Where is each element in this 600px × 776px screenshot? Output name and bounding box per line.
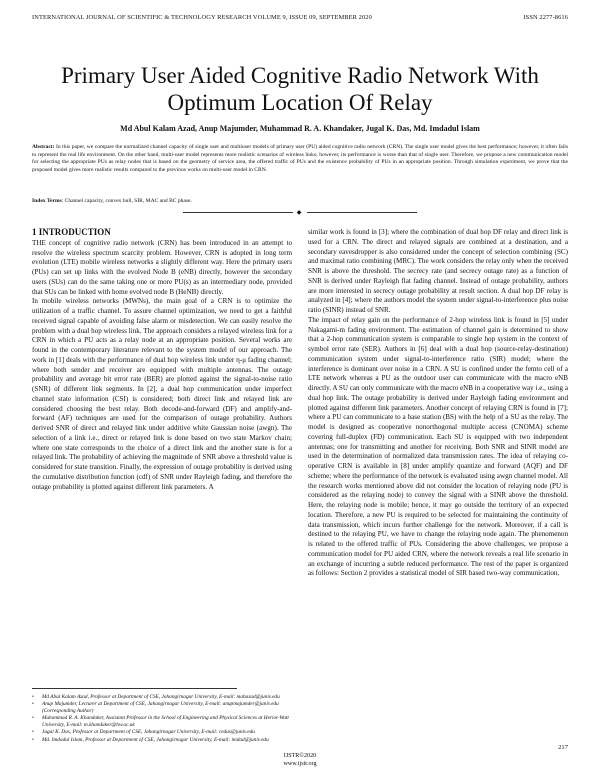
- index-terms-text: : Channel capacity, convex hull, SIR, MAC and BC phase.: [61, 198, 192, 204]
- paragraph: In mobile wireless networks (MWNs), the main goal of a CRN is to optimize the utilization of a traffic channel. To assure channel optimization, we need to get a faithful received signal capable of avoiding false alarm or misdetection. We can easily resolve the problem with a dual hop wireless link. The approach considers a relayed wireless link for a CRN in which a PU acts as a relay node at an appropriate position. Several works are found in the contemporary literature relevant to the system model of our approach. The work in [1] deals with the performance of dual hop wireless link under η-μ fading channel; where both sender and receiver are equipped with multiple antennas. The outage probability and average bit error rate (BER) are plotted against the signal-to-noise ratio (SNR) of different link segments. In [2], a dual hop communication under imperfect channel state information (CSI) is considered; both direct link and relayed link are considered choosing the best relay. Both decode-and-forward (DF) and amplify-and-forward (AF) techniques are used for the comparison of outage probability. Authors derived SNR of direct and relayed link under additive white Gaussian noise (awgn). The selection of a link i.e., direct or relayed link is done based on two state Markov chain; where one state corresponds to the choice of a direct link and the another state is for a relayed link. The probability of achieving the magnitude of SNR above a threshold value is considered for state transition. Finally, the expression of outage probability is derived using the cumulative distribution function (cdf) of SNR under Rayleigh fading, and therefore the outage probability is plotted against different link parameters. A: [32, 297, 292, 491]
- diamond-icon: ◆: [296, 210, 304, 216]
- section-heading: 1 INTRODUCTION: [32, 228, 111, 237]
- author-list: Md Abul Kalam Azad, Anup Majumder, Muhammad R. A. Khandaker, Jugal K. Das, Md. Imdadul Islam: [120, 124, 480, 133]
- footnote-item: • Muhammad R. A. Khandaker, Assistant Professor in the School of Engineering and Physical Sciences at Heriot-Watt University, E-mail: m.khandaker@hw.ac.uk: [32, 715, 294, 729]
- abstract: [32, 144, 568, 174]
- paragraph: similar work is found in [3]; where the combination of dual hop DF relay and direct link is used for a CRN. The direct and relayed signals are combined at a destination, and a secondary eavesdropper is also considered under the concept of selection combining (SC) and maximal ratio combining (MRC). The work considers the relay only when the received SNR is above the threshold. The secrecy rate (and secrecy outage rate) as a function of SNR is derived under Rayleigh flat fading channel. Instead of outage probability, authors are more interested in secrecy outage probability at result section. A dual hop DF relay is analyzed in [4]; where the authors model the system under signal-to-interference plus noise ratio (SINR) instead of SNR.: [308, 228, 568, 314]
- author-footnotes: [32, 694, 294, 744]
- website-link[interactable]: www.ijstr.org: [283, 761, 317, 767]
- page-number: 217: [558, 744, 568, 751]
- separator-line-left: [183, 212, 293, 213]
- section-separator: [0, 209, 600, 216]
- body-column-left: [32, 228, 292, 684]
- page-footer: [0, 752, 600, 768]
- issn-header: ISSN 2277-8616: [523, 14, 568, 21]
- footnote-rule: [32, 688, 237, 689]
- abstract-label: Abstract:: [32, 144, 55, 150]
- paragraph: THE concept of cognitive radio network (CRN) has been introduced in an attempt to resolve the wireless spectrum scarcity problem. However, CRN is adopted in long term evolution (LTE) mobile wireless networks a slightly different way. Here the primary users (PUs) can set up links with the evolved Node B (eNB) directly, however the secondary users (SUs) can do the same taking one or more PU(s) as an intermediary node, provided that SUs can be linked with home evolved node B (HeNB) directly.: [32, 238, 292, 296]
- footnote-item: • Md Abul Kalam Azad, Professor at Department of CSE, Jahangirnagar University, E-mail: mahazad@juniv.edu: [32, 694, 294, 701]
- index-terms-label: Index Terms: [32, 198, 62, 204]
- journal-header: INTERNATIONAL JOURNAL OF SCIENTIFIC & TECHNOLOGY RESEARCH VOLUME 9, ISSUE 09, SEPTEMBER 2020: [32, 14, 372, 21]
- body-column-right: [308, 228, 568, 733]
- copyright: IJSTR©2020: [283, 753, 317, 759]
- separator-line-right: [307, 212, 417, 213]
- running-header: [32, 14, 568, 21]
- abstract-text: In this paper, we compare the normalized channel capacity of single user and multiuser models of primary user (PU) aided cognitive radio network (CRN). The single user model gives the best performance; however, it often fails to represent the real life environment. On the other hand, multi-user model represents more realistic scenarios of wireless links; however, its performance is worse than that of single user. Therefore, we propose a new communication model for selecting the appropriate PUs as relay nodes that is based on the geometry of service area, the offered traffic of PUs and the existence probability of PUs in an appropriate position. Through simulation experiment, we prove that the proposed model gives more realistic results compared to the previous works on multi-user model in CRN.: [32, 144, 568, 173]
- paragraph: The impact of relay gain on the performance of 2-hop wireless link is found in [5] under Nakagami-m fading environment. The estimation of channel gain is determined to show that a 2-hop communication system is comparable to single hop system in the context of symbol error rate (SER). Authors in [6] deal with a dual hop (source-relay-destination) communication system under signal-to-interference ratio (SIR) model; where the interference is dominant over noise in a CRN. A SU is confined under the femto cell of a LTE network whereas a PU as the outdoor user can communicate with the macro eNB directly. A SU can only communicate with the macro eNB in a cooperative way i.e., using a dual hop link. The outage probability is derived under Rayleigh fading environment and plotted against different link parameters. Another concept of relaying CRN is found in [7]; where a PU can communicate to a base station (BS) with the help of a SU as the relay. The model is designed as cooperative nonorthogonal multiple access (CNOMA) scheme covering full-duplex (FD) communication. Each SU is equipped with two independent antennas; one for transmitting and another for receiving. Both SNR and SINR model are used in the determination of normalized data transmission rates. The idea of relaying co-operative CRN is available in [8] under amplify quantize and forward (AQF) and DF scheme; where the performance of the network is evaluated using awgn channel model. All the research works mentioned above did not consider the location of relaying node (PU is considered as the relaying node) to convey the signal with a SINR above the threshold. Here, the relaying node is mobile; hence, it may go outside the territory of an expected location. Therefore, a new PU is required to be selected for maintaining the continuity of data transmission, which incurs further challenge for the network. Moreover, if a call is destined to the relaying PU, we have to change the relaying node again. The phenomenon is related to the offered traffic of PUs. Considering the above challenges, we propose a communication model for PU aided CRN, where the network reveals a real life scenario in an exchange of incurring a subtle reduced performance. The rest of the paper is organized as follows: Section 2 provides a statistical model of SIR based two-way communication,: [308, 315, 568, 578]
- index-terms: [32, 198, 568, 204]
- footnote-item: • Anup Majumder, Lecturer at Department of CSE, Jahangirnagar University, E-mail: anupmajumder@juniv.edu (Corresponding Author): [32, 701, 294, 715]
- footnote-item: • Md. Imdadul Islam, Professor at Department of CSE, Jahangirnagar University, E-mail: imdad@juniv.edu: [32, 737, 294, 744]
- paper-title: Primary User Aided Cognitive Radio Network With Optimum Location Of Relay: [61, 63, 539, 115]
- footnote-item: • Jugal K. Das, Professor at Department of CSE, Jahangirnagar University, E-mail: cedas@juniv.edu: [32, 729, 294, 736]
